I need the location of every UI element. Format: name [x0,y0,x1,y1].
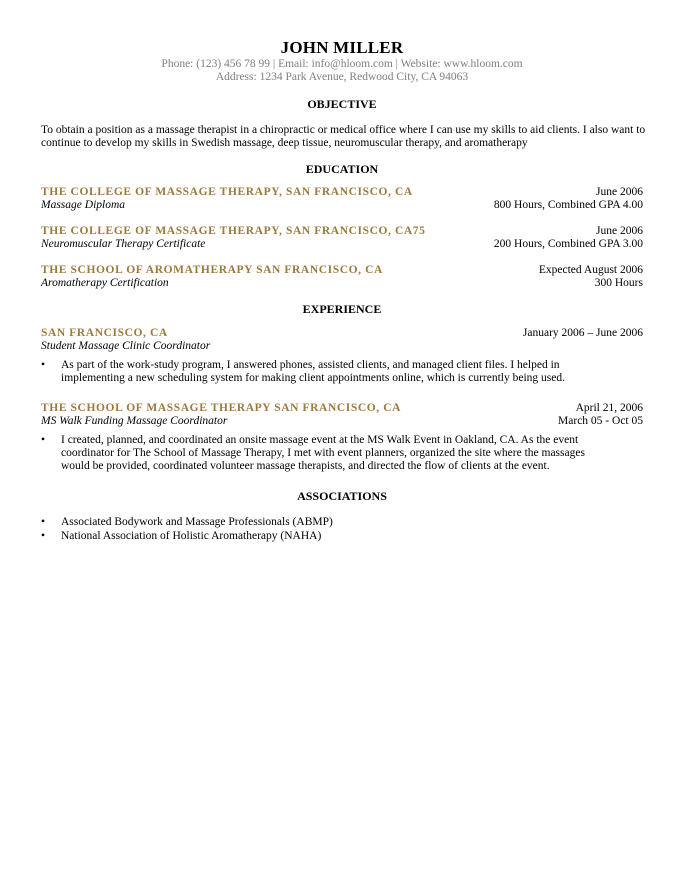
association-text: National Association of Holistic Aromatherapy (NAHA) [61,530,322,542]
experience-heading: EXPERIENCE [302,302,382,316]
education-institution: THE COLLEGE OF MASSAGE THERAPY, SAN FRANCISCO, CA75 [41,225,426,237]
objective-text: To obtain a position as a massage therapist in a chiropractic or medical office where I can use my skills to aid clients. I also want to continue to develop my skills in Swedish massage, deep tissue, neuromuscular therapy, and aromatherapy [41,124,646,149]
bullet-icon: • [41,434,46,446]
education-heading: EDUCATION [305,162,379,176]
bullet-icon: • [41,359,46,371]
education-date: Expected August 2006 [538,264,643,276]
contact-info: Phone: (123) 456 78 99 | Email: info@hloom.com | Website: www.hloom.com [161,58,523,70]
candidate-name: JOHN MILLER [280,38,404,57]
education-date: June 2006 [596,225,643,237]
objective-heading: OBJECTIVE [307,97,377,111]
experience-bullet-text: As part of the work-study program, I answered phones, assisted clients, and managed client files. I helped in implementing a new scheduling system for making client appointments online, which is currently being used. [61,359,565,384]
education-detail: 200 Hours, Combined GPA 3.00 [493,238,643,250]
education-credential: Massage Diploma [41,199,126,211]
education-credential: Neuromuscular Therapy Certificate [41,238,206,250]
experience-role: Student Massage Clinic Coordinator [41,340,211,352]
experience-bullet-text: I created, planned, and coordinated an onsite massage event at the MS Walk Event in Oakland, CA. As the event coordinator for The School of Massage Therapy, I met with event planners, organized the site where the massages would be provided, coordinated volunteer massage therapists, and directed the flow of clients at the event. [61,434,585,472]
bullet-icon: • [41,530,46,542]
experience-employer: THE SCHOOL OF MASSAGE THERAPY SAN FRANCISCO, CA [41,402,402,414]
association-text: Associated Bodywork and Massage Professionals (ABMP) [61,516,333,528]
address: Address: 1234 Park Avenue, Redwood City, CA 94063 [215,71,469,83]
education-institution: THE COLLEGE OF MASSAGE THERAPY, SAN FRANCISCO, CA [41,186,413,198]
experience-date: January 2006 – June 2006 [522,327,643,339]
education-detail: 300 Hours [594,277,643,289]
associations-heading: ASSOCIATIONS [297,489,387,503]
education-institution: THE SCHOOL OF AROMATHERAPY SAN FRANCISCO, CA [41,264,383,276]
experience-date-range: March 05 - Oct 05 [558,415,643,427]
education-credential: Aromatherapy Certification [41,277,169,289]
education-detail: 800 Hours, Combined GPA 4.00 [493,199,643,211]
experience-employer: SAN FRANCISCO, CA [41,327,168,339]
education-date: June 2006 [596,186,643,198]
experience-role: MS Walk Funding Massage Coordinator [41,415,228,427]
bullet-icon: • [41,516,46,528]
experience-date: April 21, 2006 [575,402,643,414]
